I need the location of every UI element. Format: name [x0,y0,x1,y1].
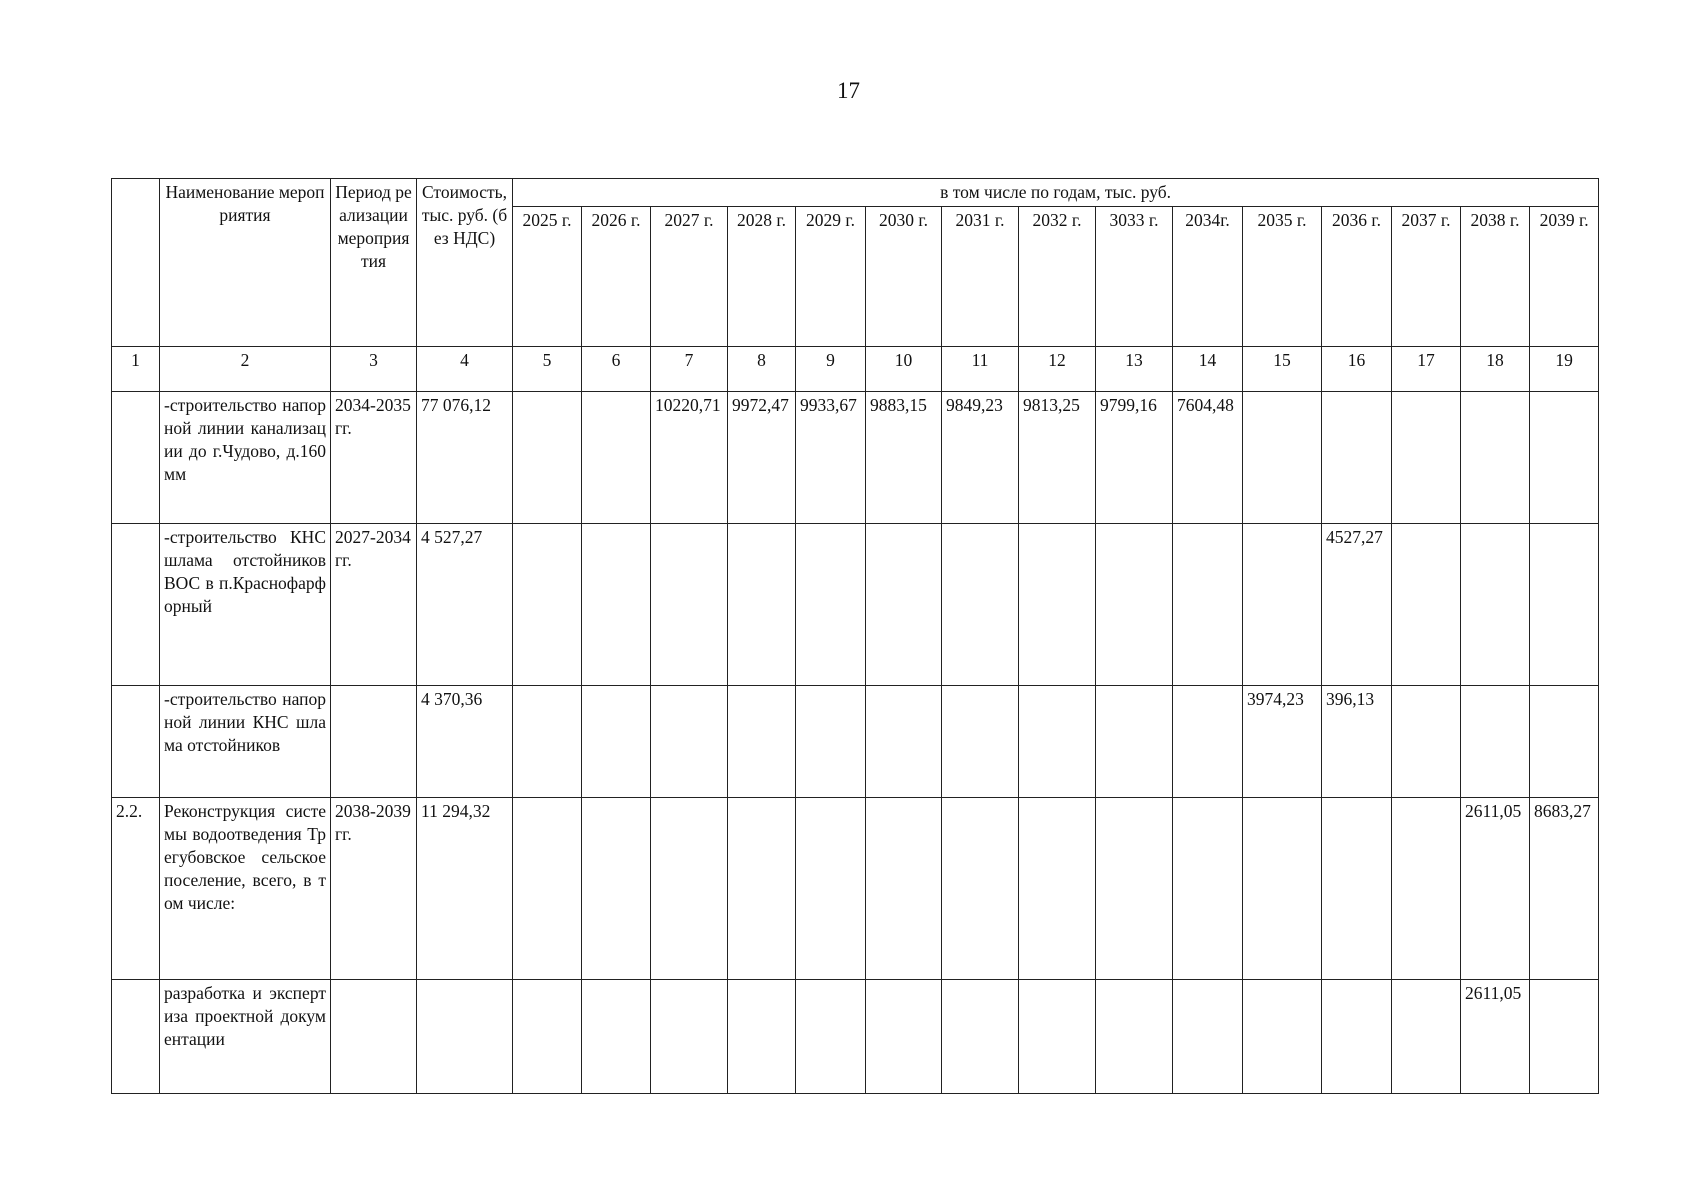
header-year: 2029 г. [796,207,866,347]
row-year-cell [1530,980,1599,1094]
row-year-cell: 2611,05 [1461,798,1530,980]
table-row [112,980,1599,1094]
row-year-cell [1461,392,1530,524]
row-year-cell [1530,524,1599,686]
header-year: 2030 г. [866,207,942,347]
column-number: 5 [513,347,582,392]
column-number: 10 [866,347,942,392]
table-row [112,524,1599,686]
column-number: 3 [331,347,417,392]
row-cost-cell: 11 294,32 [417,798,513,980]
header-year: 2034г. [1173,207,1243,347]
header-year: 2027 г. [651,207,728,347]
row-year-cell [796,524,866,686]
table-body [112,392,1599,1094]
row-year-cell [1243,798,1322,980]
row-year-cell: 4527,27 [1322,524,1392,686]
header-row-top [112,179,1599,207]
row-year-cell [1392,980,1461,1094]
row-period-cell: 2027-2034гг. [331,524,417,686]
column-number: 4 [417,347,513,392]
row-year-cell [1019,686,1096,798]
row-year-cell [1392,392,1461,524]
row-year-cell [1019,524,1096,686]
row-cost-cell [417,980,513,1094]
column-number: 12 [1019,347,1096,392]
row-num-cell [112,686,160,798]
header-year: 2038 г. [1461,207,1530,347]
row-period-cell [331,980,417,1094]
header-year: 2037 г. [1392,207,1461,347]
header-year: 2036 г. [1322,207,1392,347]
row-year-cell [866,980,942,1094]
row-period-cell [331,686,417,798]
row-year-cell [513,798,582,980]
row-year-cell [1392,798,1461,980]
column-number: 8 [728,347,796,392]
row-year-cell [582,980,651,1094]
column-number: 2 [160,347,331,392]
header-num [112,179,160,347]
row-cost-cell: 4 370,36 [417,686,513,798]
row-year-cell [1096,798,1173,980]
header-years-group: в том числе по годам, тыс. руб. [513,179,1599,207]
row-name-cell: -строительство КНС шлама отстойников ВОС в п.Краснофарфорный [160,524,331,686]
column-number: 18 [1461,347,1530,392]
column-number: 11 [942,347,1019,392]
row-year-cell: 396,13 [1322,686,1392,798]
row-year-cell [1530,392,1599,524]
header-year: 2035 г. [1243,207,1322,347]
row-year-cell [728,524,796,686]
header-name: Наименование мероприятия [160,179,331,347]
header-year: 2031 г. [942,207,1019,347]
row-year-cell [582,798,651,980]
header-year: 2032 г. [1019,207,1096,347]
row-year-cell [582,686,651,798]
row-year-cell [651,524,728,686]
column-number-row [112,347,1599,392]
column-number: 16 [1322,347,1392,392]
row-cost-cell: 4 527,27 [417,524,513,686]
row-year-cell [728,798,796,980]
row-cost-cell: 77 076,12 [417,392,513,524]
row-num-cell [112,524,160,686]
row-year-cell [942,798,1019,980]
row-num-cell [112,392,160,524]
row-year-cell [513,980,582,1094]
column-number: 19 [1530,347,1599,392]
header-period: Период реализации мероприятия [331,179,417,347]
row-year-cell [1173,798,1243,980]
row-num-cell [112,980,160,1094]
row-year-cell: 2611,05 [1461,980,1530,1094]
row-year-cell [651,798,728,980]
row-year-cell [1019,798,1096,980]
row-year-cell [582,392,651,524]
column-number: 17 [1392,347,1461,392]
row-name-cell: -строительство напорной линии КНС шлама отстойников [160,686,331,798]
header-year: 3033 г. [1096,207,1173,347]
row-name-cell: -строительство напорной линии канализации до г.Чудово, д.160 мм [160,392,331,524]
header-cost: Стоимость, тыс. руб. (без НДС) [417,179,513,347]
column-number: 9 [796,347,866,392]
row-year-cell [866,686,942,798]
row-year-cell: 9933,67 [796,392,866,524]
row-year-cell [942,524,1019,686]
row-year-cell [582,524,651,686]
investment-table [111,178,1599,1094]
row-year-cell: 9849,23 [942,392,1019,524]
row-year-cell [942,980,1019,1094]
table-row [112,392,1599,524]
row-year-cell: 8683,27 [1530,798,1599,980]
row-year-cell [1096,686,1173,798]
row-year-cell [796,798,866,980]
column-number: 7 [651,347,728,392]
table-row [112,798,1599,980]
row-year-cell [1243,524,1322,686]
column-number: 15 [1243,347,1322,392]
row-year-cell: 9883,15 [866,392,942,524]
row-year-cell: 3974,23 [1243,686,1322,798]
row-year-cell: 9972,47 [728,392,796,524]
row-num-cell: 2.2. [112,798,160,980]
table-row [112,686,1599,798]
row-year-cell [1096,980,1173,1094]
row-year-cell [651,980,728,1094]
header-year: 2028 г. [728,207,796,347]
row-name-cell: Реконструкция системы водоотведения Трегубовское сельское поселение, всего, в том числе: [160,798,331,980]
header-year: 2025 г. [513,207,582,347]
row-year-cell [513,524,582,686]
row-year-cell [942,686,1019,798]
row-year-cell [728,980,796,1094]
column-number: 13 [1096,347,1173,392]
row-year-cell [1019,980,1096,1094]
row-year-cell: 10220,71 [651,392,728,524]
row-year-cell: 7604,48 [1173,392,1243,524]
row-year-cell: 9799,16 [1096,392,1173,524]
row-year-cell [1322,392,1392,524]
page-number: 17 [837,78,860,103]
row-year-cell [1322,798,1392,980]
row-year-cell [1392,686,1461,798]
row-period-cell: 2038-2039гг. [331,798,417,980]
column-number: 6 [582,347,651,392]
row-year-cell [651,686,728,798]
header-year: 2026 г. [582,207,651,347]
row-year-cell: 9813,25 [1019,392,1096,524]
row-year-cell [1461,686,1530,798]
header-year: 2039 г. [1530,207,1599,347]
row-year-cell [866,524,942,686]
row-year-cell [796,980,866,1094]
row-name-cell: разработка и экспертиза проектной документации [160,980,331,1094]
column-number: 14 [1173,347,1243,392]
row-year-cell [513,686,582,798]
row-year-cell [1173,524,1243,686]
row-year-cell [1243,980,1322,1094]
row-year-cell [513,392,582,524]
column-number: 1 [112,347,160,392]
row-year-cell [1173,686,1243,798]
row-year-cell [1096,524,1173,686]
row-year-cell [1530,686,1599,798]
row-year-cell [1392,524,1461,686]
row-year-cell [728,686,796,798]
row-year-cell [866,798,942,980]
row-period-cell: 2034-2035 гг. [331,392,417,524]
row-year-cell [1461,524,1530,686]
row-year-cell [1243,392,1322,524]
row-year-cell [1173,980,1243,1094]
row-year-cell [1322,980,1392,1094]
row-year-cell [796,686,866,798]
